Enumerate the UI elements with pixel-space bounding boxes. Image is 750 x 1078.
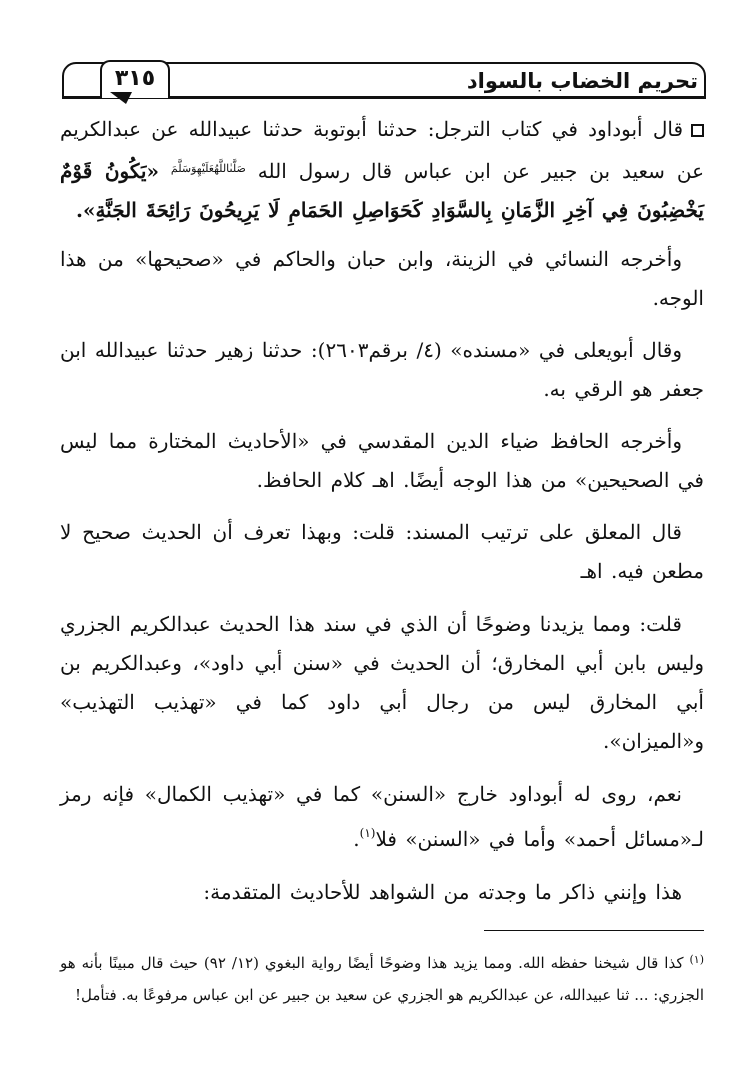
square-bullet-icon	[691, 124, 704, 137]
page-number: ٣١٥	[114, 66, 156, 91]
paragraph-hadith-lead: قال أبوداود في كتاب الترجل: حدثنا أبوتوبة حدثنا عبيدالله عن عبدالكريم عن سعيد بن جبير عن ابن عباس قال رسول الله	[60, 117, 705, 183]
hadith-text: «يَكُونُ قَوْمٌ يَخْضِبُونَ فِي آخِرِ الزَّمَانِ بِالسَّوَادِ كَحَوَاصِلِ الحَمَامِ لَا يَرِيحُونَ رَائِحَةَ الجَنَّةِ».	[60, 159, 704, 222]
paragraph	[60, 422, 704, 500]
paragraph-text: قلت: ومما يزيدنا وضوحًا أن الذي في سند هذا الحديث عبدالكريم الجزري وليس بابن أبي المخارق؛ أن الحديث في «سنن أبي داود»، وعبدالكريم بن أبي المخارق ليس من رجال أبي داود كما في «تهذيب التهذيب» و«الميزان».	[60, 612, 704, 753]
paragraph-text: نعم، روى له أبوداود خارج «السنن» كما في «تهذيب الكمال» فإنه رمز لـ«مسائل أحمد» وأما في «السنن» فلا	[60, 782, 704, 851]
paragraph-text: وأخرجه الحافظ ضياء الدين المقدسي في «الأحاديث المختارة مما ليس في الصحيحين» من هذا الوجه أيضًا. اهـ كلام الحافظ.	[60, 429, 704, 492]
paragraph	[60, 775, 704, 859]
paragraph-text: وقال أبويعلى في «مسنده» (٤/ برقم٢٦٠٣): حدثنا زهير حدثنا عبيدالله ابن جعفر هو الرقي به.	[60, 338, 704, 401]
paragraph	[60, 605, 704, 761]
salawat-icon: صَلَّىٰاللَّهُعَلَيْهِوَسَلَّمَ	[170, 162, 246, 175]
paragraph-text: قال المعلق على ترتيب المسند: قلت: وبهذا تعرف أن الحديث صحيح لا مطعن فيه. اهـ	[60, 520, 704, 583]
footnote-reference[interactable]: (١)	[359, 826, 376, 840]
paragraph	[60, 240, 704, 318]
paragraph-hadith	[60, 110, 704, 230]
paragraph	[60, 873, 704, 912]
paragraph-end: .	[353, 827, 360, 851]
main-text	[60, 104, 704, 912]
paragraph-text: وأخرجه النسائي في الزينة، وابن حبان والحاكم في «صحيحها» من هذا الوجه.	[60, 247, 704, 310]
running-title: تحريم الخضاب بالسواد	[466, 69, 698, 93]
paragraph-text: هذا وإنني ذاكر ما وجدته من الشواهد للأحاديث المتقدمة:	[203, 880, 682, 904]
footnote-item	[60, 944, 704, 1011]
footnotes	[60, 944, 704, 1011]
footnote-marker: (١)	[689, 953, 705, 966]
paragraph	[60, 513, 704, 591]
footnote-separator	[484, 930, 704, 931]
footnote-text: كذا قال شيخنا حفظه الله. ومما يزيد هذا وضوحًا أيضًا رواية البغوي (١٢/ ٩٢) حيث قال مبينًا بأنه هو الجزري: ... ثنا عبيدالله، عن عبدالكريم هو الجزري عن سعيد بن جبير عن ابن عباس مرفوعًا به. فتأمل!	[60, 954, 704, 1004]
page-number-tail-icon	[110, 92, 132, 104]
paragraph	[60, 331, 704, 409]
